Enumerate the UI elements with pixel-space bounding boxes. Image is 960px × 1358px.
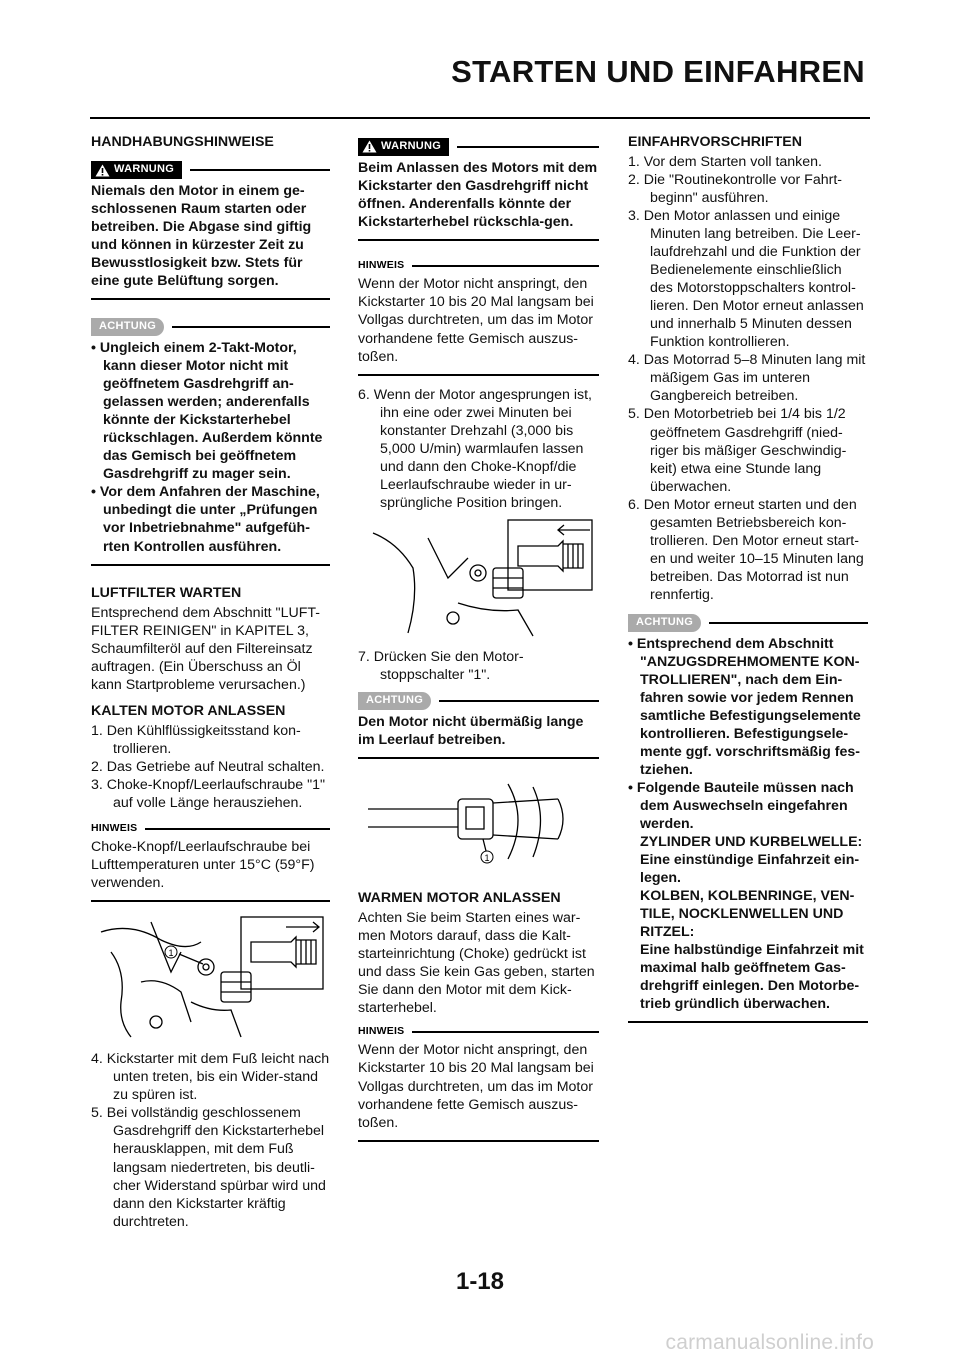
column-2 [358, 138, 599, 1152]
caution-box [628, 614, 868, 1024]
caution-badge: ACHTUNG [358, 692, 431, 710]
warning-badge: WARNUNG [91, 161, 182, 179]
step-item: 5. Den Motorbetrieb bei 1/4 bis 1/2 geöffnetem Gasdrehgriff (nied-riger bis mäßiger Geschwindig-keit) etwa eine Stunde lang überwachen. [628, 406, 847, 495]
step-item: 1. Vor dem Starten voll tanken. [628, 154, 823, 171]
column-1 [91, 133, 330, 1231]
caution-text: Den Motor nicht übermäßig lange im Leerlauf betreiben. [358, 713, 584, 748]
caution-item: • Vor dem Anfahren der Maschine, unbedingt die unter „Prüfungen vor Inbetriebnahme" aufgefüh-rten Kontrollen ausführen. [91, 483, 330, 555]
section-heading-warm-start: WARMEN MOTOR ANLASSEN [358, 889, 561, 906]
step-item: 6. Den Motor erneut starten und den gesamten Betriebsbereich kon-trollieren. Den Motor erneut start-en und weiter 10–15 Minuten lang betreiben. Das Motorrad ist nun rennfertig. [628, 496, 864, 603]
figure-choke-knob [91, 912, 330, 1040]
figure-callout: 1 [484, 852, 490, 863]
step-item: 2. Die "Routinekontrolle vor Fahrt-beginn" ausführen. [628, 172, 842, 207]
engine-choke-illustration [358, 518, 599, 638]
caution-badge: ACHTUNG [91, 318, 164, 336]
section-heading-cold-start: KALTEN MOTOR ANLASSEN [91, 702, 286, 719]
warning-triangle-icon [95, 164, 110, 177]
note-text: Wenn der Motor nicht anspringt, den Kickstarter 10 bis 20 Mal langsam bei Vollgas durchtreten, um das im Motor vorhandene fette Gemisch auszus-toßen. [358, 1042, 594, 1131]
page-title: STARTEN UND EINFAHREN [451, 54, 865, 89]
watermark: carmanualsonline.info [665, 1331, 874, 1354]
warning-triangle-icon [362, 140, 377, 153]
handlebar-switch-illustration [358, 769, 599, 879]
caution-box [358, 692, 599, 759]
caution-item: • Folgende Bauteile müssen nach dem Auswechseln eingefahren werden. ZYLINDER UND KURBELWELLE: Eine einstündige Einfahrzeit ein-legen. KOLBEN, KOLBENRINGE, VEN-TILE, NOCKLENWELLEN UND RITZEL: Eine halbstündige Einfahrzeit mit maximal halb geöffnetem Gas-drehgriff einlegen. Den Motorbe-trieb gründlich überwachen. [628, 779, 868, 1013]
step-item: 4. Kickstarter mit dem Fuß leicht nach unten treten, bis ein Wider-stand zu spüren ist. [91, 1051, 330, 1104]
warning-badge: WARNUNG [358, 138, 449, 156]
section-heading-break-in: EINFAHRVORSCHRIFTEN [628, 134, 802, 150]
warning-text: Niemals den Motor in einem ge-schlossenen Raum starten oder betreiben. Die Abgase sind giftig und können in kürzester Zeit zu Bewusstlosigkeit bzw. Stets für eine gute Belüftung sorgen. [91, 183, 312, 290]
section-heading-airfilter: LUFTFILTER WARTEN [91, 584, 242, 601]
step-item: 6. Wenn der Motor angesprungen ist, ihn eine oder zwei Minuten bei konstanter Drehzahl (3,000 bis 5,000 U/min) warmlaufen lassen und dann den Choke-Knopf/die Leerlaufschraube wieder in ur-sprüngliche Position bringen. [358, 386, 592, 511]
step-item: 2. Das Getriebe auf Neutral schalten. [91, 758, 325, 775]
section-heading-handling: HANDHABUNGSHINWEISE [91, 134, 274, 150]
step-item: 4. Das Motorrad 5–8 Minuten lang mit mäßigem Gas im unteren Gangbereich betreiben. [628, 352, 866, 405]
page-number: 1-18 [455, 1268, 505, 1295]
paragraph: Entsprechend dem Abschnitt "LUFT-FILTER REINIGEN" in KAPITEL 3, Schaumfilteröl auf den Filtereinsatz auftragen. (Ein Überschuss an Öl kann Startprobleme verursachen.) [91, 604, 320, 693]
step-item: 5. Bei vollständig geschlossenem Gasdrehgriff den Kickstarterhebel herausklappen, mit dem Fuß langsam niedertreten, bis deutli-cher Widerstand spürbar wird und dann den Kickstarter kräftig durchtreten. [91, 1105, 326, 1230]
title-rule [90, 117, 870, 119]
caution-item: • Entsprechend dem Abschnitt "ANZUGSDREHMOMENTE KON-TROLLIEREN", nach dem Ein-fahren sowie vor jedem Rennen samtliche Befestigungselemente kontrollieren. Befestigungsele-mente ggf. vorschriftsmäßig fes-tziehen. [628, 635, 868, 779]
warning-box [358, 138, 599, 241]
note-text: Choke-Knopf/Leerlaufschraube bei Lufttemperaturen unter 15°C (59°F) verwenden. [91, 839, 315, 892]
note-label: HINWEIS [91, 821, 138, 834]
paragraph: Achten Sie beim Starten eines war-men Motors darauf, dass die Kalt-starteinrichtung (Choke) gedrückt ist und dass Sie kein Gas geben, starten Sie dann den Motor mit dem Kick-starterhebel. [358, 909, 595, 1017]
caution-item: • Ungleich einem 2-Takt-Motor, kann dieser Motor nicht mit geöffnetem Gasdrehgriff an-gelassen werden; anderenfalls könnte der Kickstarterhebel rückschlagen. Außerdem könnte das Gemisch bei geöffnetem Gasdrehgriff zu mager sein. [91, 339, 330, 483]
step-item: 3. Den Motor anlassen und einige Minuten lang betreiben. Die Leer-laufdrehzahl und die Funktion der Bedienelemente einschließlich des Motorstoppschalters kontrol-lieren. Den Motor erneut anlassen und innerhalb 5 Minuten dessen Funktion kontrollieren. [628, 208, 864, 351]
note-label: HINWEIS [358, 1025, 405, 1038]
step-item: 7. Drücken Sie den Motor-stoppschalter "1". [358, 648, 524, 683]
figure-stop-switch [358, 769, 599, 879]
engine-choke-illustration [91, 912, 330, 1040]
note-box [358, 259, 599, 375]
caution-box [91, 318, 330, 565]
column-3 [628, 133, 868, 1033]
figure-choke-return [358, 518, 599, 638]
warning-text: Beim Anlassen des Motors mit dem Kickstarter den Gasdrehgriff nicht öffnen. Anderenfalls könnte der Kickstarterhebel rückschla-gen. [358, 159, 598, 231]
note-box [91, 822, 330, 902]
note-box [358, 1025, 599, 1141]
note-label: HINWEIS [358, 259, 405, 272]
note-text: Wenn der Motor nicht anspringt, den Kickstarter 10 bis 20 Mal langsam bei Vollgas durchtreten, um das im Motor vorhandene fette Gemisch auszus-toßen. [358, 276, 594, 365]
caution-badge: ACHTUNG [628, 614, 701, 632]
step-item: 3. Choke-Knopf/Leerlaufschraube "1" auf volle Länge herausziehen. [91, 776, 326, 811]
figure-callout: 1 [168, 948, 174, 959]
step-item: 1. Den Kühlflüssigkeitsstand kon-trollieren. [91, 722, 301, 757]
warning-box [91, 161, 330, 300]
